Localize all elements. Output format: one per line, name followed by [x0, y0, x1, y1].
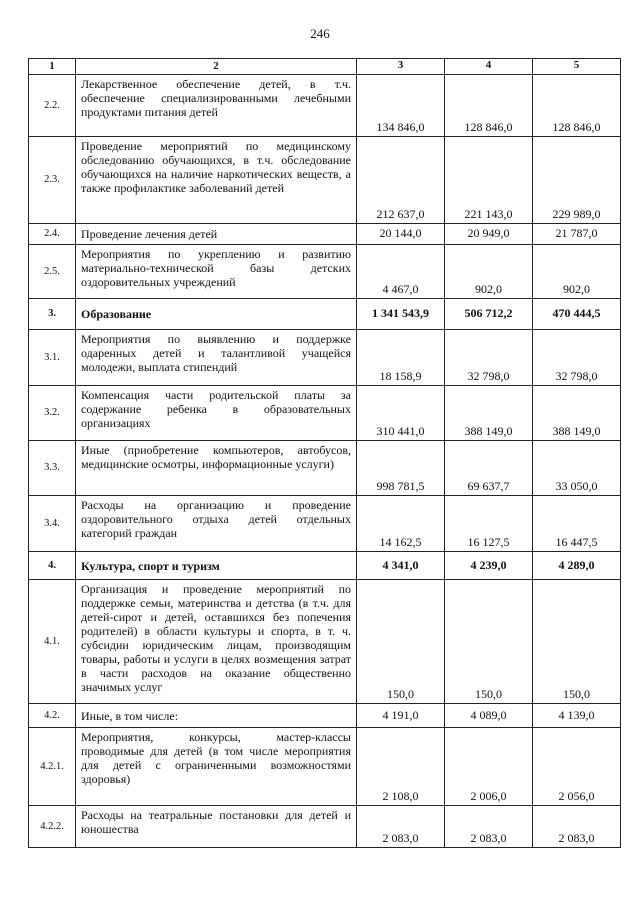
row-value-col5: 4 289,0 [533, 552, 621, 580]
row-number: 4.2.2. [29, 806, 76, 848]
row-number: 2.2. [29, 75, 76, 137]
table-row [29, 386, 621, 441]
row-value-col3: 150,0 [357, 580, 445, 704]
row-value-col4: 69 637,7 [445, 441, 533, 496]
table-row [29, 580, 621, 704]
row-value-col3: 4 341,0 [357, 552, 445, 580]
row-number: 4. [29, 552, 76, 580]
row-value-col4: 506 712,2 [445, 299, 533, 330]
row-number: 3.1. [29, 330, 76, 386]
row-value-col3: 4 191,0 [357, 704, 445, 728]
header-col-3: 3 [357, 59, 445, 75]
row-description: Иные (приобретение компьютеров, автобусов, медицинские осмотры, информационные услуги) [76, 441, 357, 496]
row-number: 3. [29, 299, 76, 330]
table-row [29, 496, 621, 552]
row-value-col5: 32 798,0 [533, 330, 621, 386]
row-description: Иные, в том числе: [76, 704, 357, 728]
row-value-col4: 20 949,0 [445, 224, 533, 245]
table-row [29, 75, 621, 137]
row-description: Культура, спорт и туризм [76, 552, 357, 580]
row-value-col3: 4 467,0 [357, 245, 445, 299]
row-value-col5: 16 447,5 [533, 496, 621, 552]
row-description: Проведение лечения детей [76, 224, 357, 245]
row-description: Образование [76, 299, 357, 330]
row-number: 2.3. [29, 137, 76, 224]
row-value-col5: 4 139,0 [533, 704, 621, 728]
table-row [29, 224, 621, 245]
row-value-col4: 221 143,0 [445, 137, 533, 224]
row-value-col3: 310 441,0 [357, 386, 445, 441]
row-value-col3: 998 781,5 [357, 441, 445, 496]
table-row [29, 330, 621, 386]
row-number: 3.2. [29, 386, 76, 441]
row-value-col4: 388 149,0 [445, 386, 533, 441]
row-number: 4.1. [29, 580, 76, 704]
table-section-row [29, 552, 621, 580]
row-value-col4: 4 239,0 [445, 552, 533, 580]
row-description: Организация и проведение мероприятий по поддержке семьи, материнства и детства (в т.ч. для детей-сирот и детей, оставшихся без попечения родителей) в области культуры и спорта, в т. ч. субсидии юридическим лицам, производящим товары, работы и услуги в целях возмещения затрат в части расходов на оказание общественно значимых услуг [76, 580, 357, 704]
row-value-col4: 128 846,0 [445, 75, 533, 137]
header-col-2: 2 [76, 59, 357, 75]
row-value-col4: 4 089,0 [445, 704, 533, 728]
header-col-1: 1 [29, 59, 76, 75]
row-description: Проведение мероприятий по медицинскому обследованию обучающихся, в т.ч. обследование обучающихся на наличие наркотических веществ, а также профилактике заболеваний детей [76, 137, 357, 224]
row-value-col5: 229 989,0 [533, 137, 621, 224]
row-number: 2.5. [29, 245, 76, 299]
row-value-col5: 128 846,0 [533, 75, 621, 137]
row-value-col4: 902,0 [445, 245, 533, 299]
table-section-row [29, 299, 621, 330]
row-value-col3: 1 341 543,9 [357, 299, 445, 330]
row-value-col3: 134 846,0 [357, 75, 445, 137]
row-value-col5: 388 149,0 [533, 386, 621, 441]
row-description: Расходы на организацию и проведение оздоровительного отдыха детей отдельных категорий граждан [76, 496, 357, 552]
row-description: Мероприятия по выявлению и поддержке одаренных детей и талантливой учащейся молодежи, выплата стипендий [76, 330, 357, 386]
table-row [29, 245, 621, 299]
row-value-col4: 2 083,0 [445, 806, 533, 848]
row-value-col5: 33 050,0 [533, 441, 621, 496]
row-value-col3: 20 144,0 [357, 224, 445, 245]
row-value-col3: 2 108,0 [357, 728, 445, 806]
page-number: 246 [310, 26, 330, 41]
row-number: 3.4. [29, 496, 76, 552]
budget-table [28, 58, 621, 848]
row-value-col5: 470 444,5 [533, 299, 621, 330]
row-description: Мероприятия по укреплению и развитию материально-технической базы детских оздоровительных учреждений [76, 245, 357, 299]
row-number: 4.2.1. [29, 728, 76, 806]
header-col-5: 5 [533, 59, 621, 75]
table-row [29, 704, 621, 728]
row-value-col5: 21 787,0 [533, 224, 621, 245]
row-description: Компенсация части родительской платы за содержание ребенка в образовательных организациях [76, 386, 357, 441]
row-description: Расходы на театральные постановки для детей и юношества [76, 806, 357, 848]
table-row [29, 806, 621, 848]
row-number: 4.2. [29, 704, 76, 728]
row-value-col4: 2 006,0 [445, 728, 533, 806]
row-number: 3.3. [29, 441, 76, 496]
row-value-col3: 18 158,9 [357, 330, 445, 386]
row-value-col3: 14 162,5 [357, 496, 445, 552]
row-value-col5: 902,0 [533, 245, 621, 299]
table-row [29, 728, 621, 806]
row-value-col4: 150,0 [445, 580, 533, 704]
row-value-col5: 150,0 [533, 580, 621, 704]
table-header-row [29, 59, 621, 75]
row-value-col5: 2 083,0 [533, 806, 621, 848]
header-col-4: 4 [445, 59, 533, 75]
table-row [29, 137, 621, 224]
row-description: Мероприятия, конкурсы, мастер-классы проводимые для детей (в том числе мероприятия для детей с ограниченными возможностями здоровья) [76, 728, 357, 806]
table-row [29, 441, 621, 496]
row-value-col3: 2 083,0 [357, 806, 445, 848]
row-value-col4: 16 127,5 [445, 496, 533, 552]
row-number: 2.4. [29, 224, 76, 245]
row-value-col4: 32 798,0 [445, 330, 533, 386]
row-description: Лекарственное обеспечение детей, в т.ч. обеспечение специализированными лечебными продуктами питания детей [76, 75, 357, 137]
row-value-col5: 2 056,0 [533, 728, 621, 806]
row-value-col3: 212 637,0 [357, 137, 445, 224]
